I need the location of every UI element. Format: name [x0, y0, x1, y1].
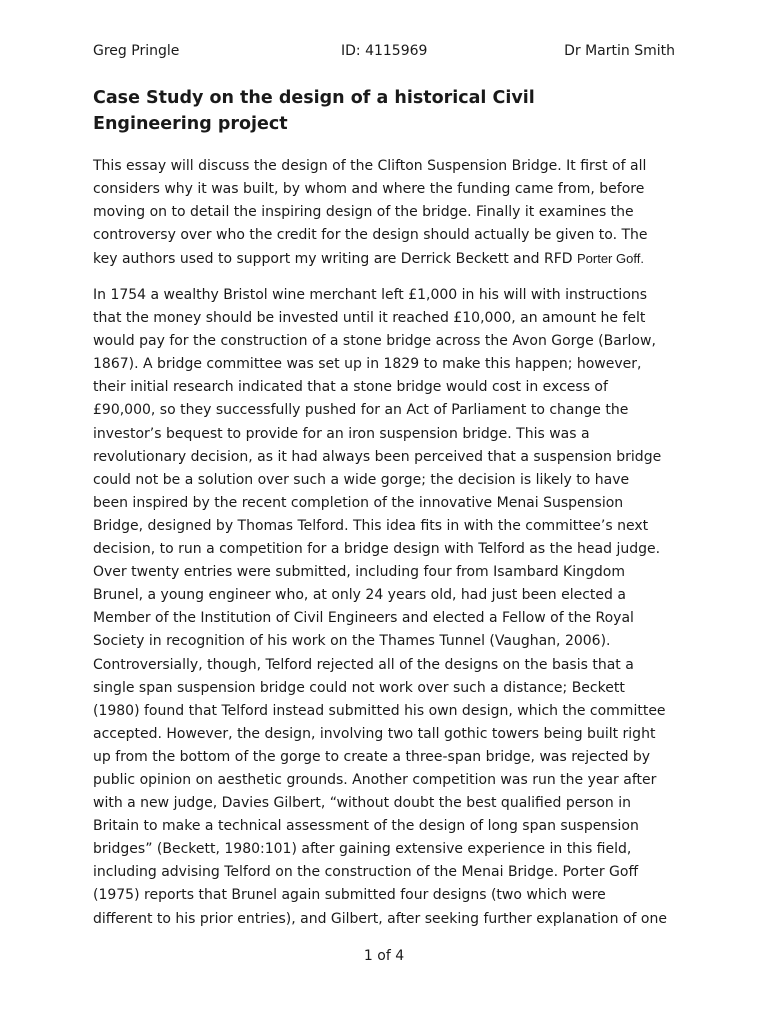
document-title: [93, 85, 683, 137]
paragraph-line: £90,000, so they successfully pushed for an Act of Parliament to change the: [93, 402, 629, 419]
paragraph-line: bridges” (Beckett, 1980:101) after gaining extensive experience in this field,: [93, 841, 632, 858]
history-paragraph: [93, 284, 683, 931]
paragraph-line: Society in recognition of his work on the Thames Tunnel (Vaughan, 2006).: [93, 633, 611, 650]
paragraph-line: Brunel, a young engineer who, at only 24 years old, had just been elected a: [93, 587, 626, 604]
paragraph-line: that the money should be invested until it reached £10,000, an amount he felt: [93, 310, 646, 327]
paragraph-line: would pay for the construction of a stone bridge across the Avon Gorge (Barlow,: [93, 333, 656, 350]
paragraph-line: different to his prior entries), and Gilbert, after seeking further explanation of one: [93, 910, 667, 927]
header-supervisor: Dr Martin Smith: [564, 43, 675, 59]
paragraph-line-start: key authors used to support my writing are Derrick Beckett and RFD: [93, 251, 577, 268]
paragraph-line: single span suspension bridge could not work over such a distance; Beckett: [93, 679, 625, 696]
paragraph-line: their initial research indicated that a stone bridge would cost in excess of: [93, 379, 608, 396]
paragraph-line: up from the bottom of the gorge to create a three-span bridge, was rejected by: [93, 748, 651, 765]
paragraph-line: (1975) reports that Brunel again submitted four designs (two which were: [93, 887, 606, 904]
paragraph-line: with a new judge, Davies Gilbert, “without doubt the best qualified person in: [93, 795, 632, 812]
paragraph-line: controversy over who the credit for the design should actually be given to. The: [93, 227, 648, 244]
paragraph-line: revolutionary decision, as it had always been perceived that a suspension bridge: [93, 448, 662, 465]
title-line-1: Case Study on the design of a historical Civil: [93, 88, 535, 108]
intro-paragraph: [93, 155, 683, 270]
paragraph-line: Over twenty entries were submitted, including four from Isambard Kingdom: [93, 564, 625, 581]
paragraph-line: public opinion on aesthetic grounds. Another competition was run the year after: [93, 771, 657, 788]
paragraph-line: investor’s bequest to provide for an iron suspension bridge. This was a: [93, 425, 590, 442]
paragraph-line: In 1754 a wealthy Bristol wine merchant left £1,000 in his will with instructions: [93, 287, 648, 303]
page-number: 1 of 4: [363, 948, 405, 964]
paragraph-line: This essay will discuss the design of the Clifton Suspension Bridge. It first of all: [93, 158, 647, 174]
page-header: [93, 41, 675, 61]
paragraph-line: moving on to detail the inspiring design of the bridge. Finally it examines the: [93, 204, 634, 221]
paragraph-line: Member of the Institution of Civil Engineers and elected a Fellow of the Royal: [93, 610, 634, 627]
paragraph-line: been inspired by the recent completion of the innovative Menai Suspension: [93, 494, 624, 511]
paragraph-line: [93, 247, 683, 270]
paragraph-line: Britain to make a technical assessment of the design of long span suspension: [93, 818, 639, 835]
paragraph-line: could not be a solution over such a wide gorge; the decision is likely to have: [93, 471, 630, 488]
paragraph-line: accepted. However, the design, involving two tall gothic towers being built right: [93, 725, 656, 742]
paragraph-line: (1980) found that Telford instead submitted his own design, which the committee: [93, 702, 666, 719]
paragraph-line: Bridge, designed by Thomas Telford. This idea fits in with the committee’s next: [93, 517, 649, 534]
header-author: Greg Pringle: [93, 43, 180, 59]
paragraph-line: decision, to run a competition for a bridge design with Telford as the head judge.: [93, 541, 661, 558]
title-line-2: Engineering project: [93, 114, 288, 134]
paragraph-line: including advising Telford on the construction of the Menai Bridge. Porter Goff: [93, 864, 639, 881]
paragraph-line: considers why it was built, by whom and where the funding came from, before: [93, 181, 645, 198]
paragraph-line-end: Porter Goff.: [576, 251, 644, 267]
paragraph-line: Controversially, though, Telford rejected all of the designs on the basis that a: [93, 656, 634, 673]
paragraph-line: 1867). A bridge committee was set up in 1829 to make this happen; however,: [93, 356, 642, 373]
header-student-id: ID: 4115969: [341, 43, 428, 59]
